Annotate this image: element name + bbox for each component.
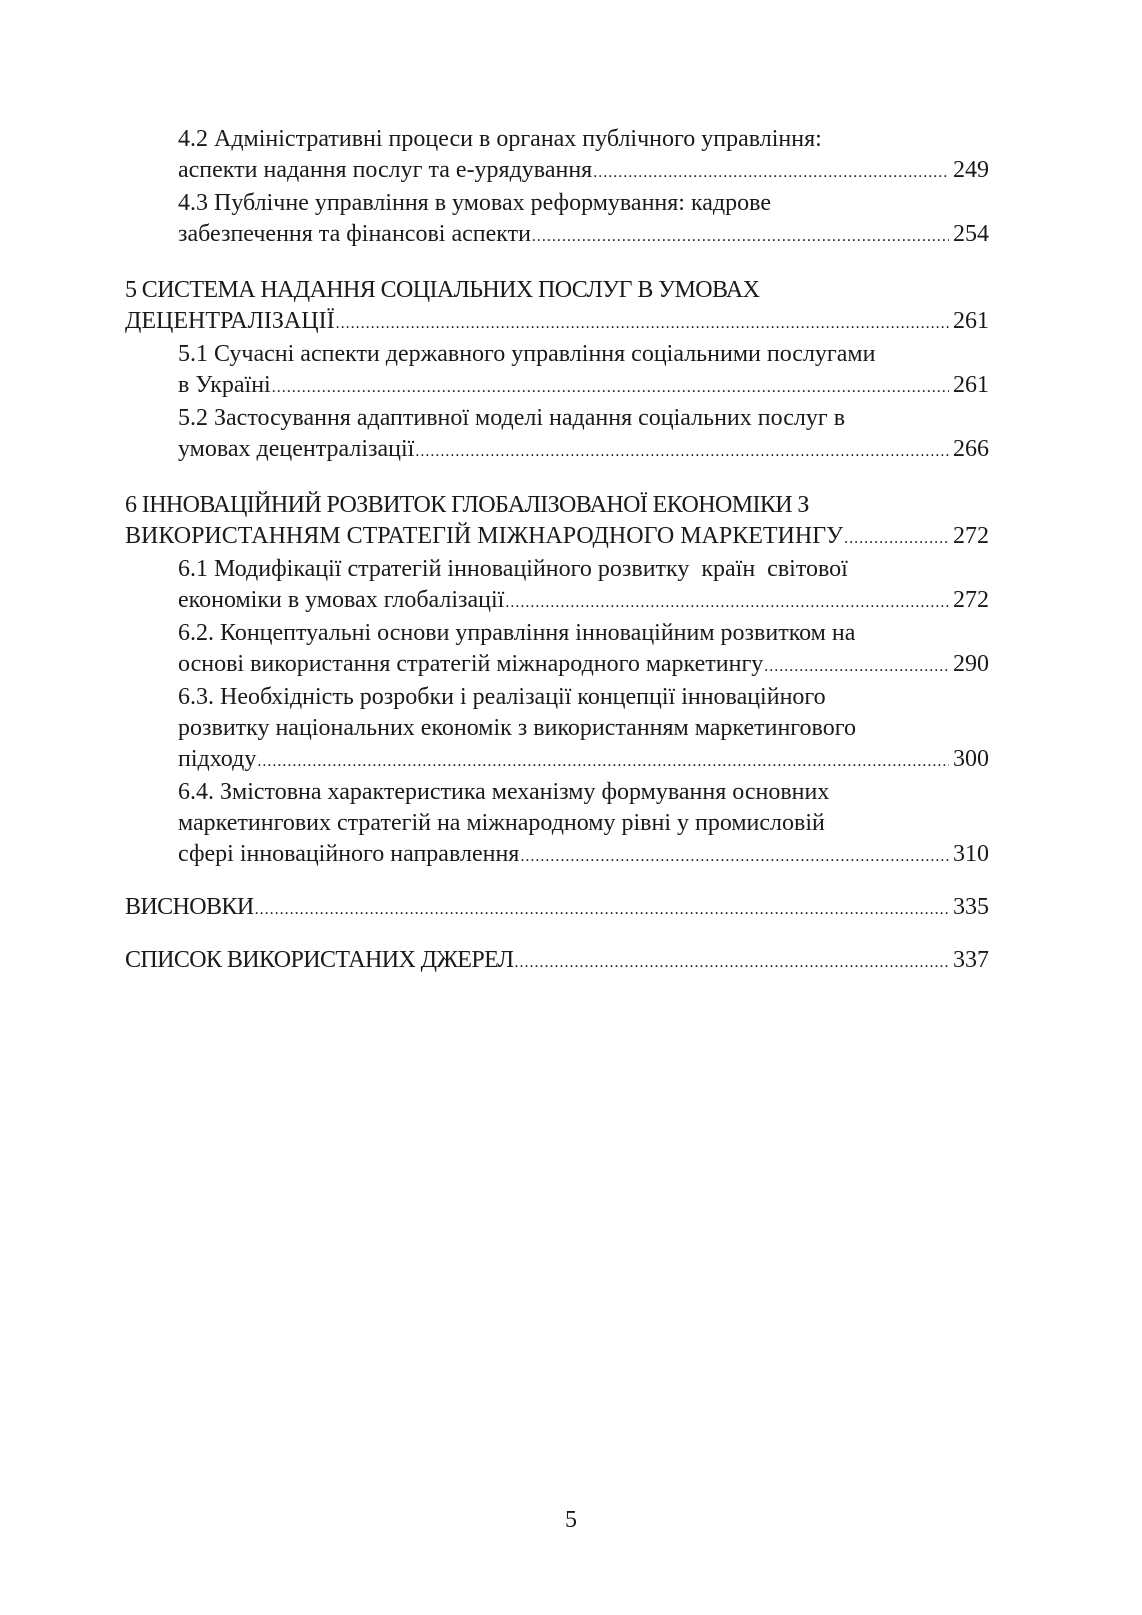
dot-leader <box>257 746 949 777</box>
toc-page-number: 266 <box>953 436 989 462</box>
toc-entry-title: 6 ІННОВАЦІЙНИЙ РОЗВИТОК ГЛОБАЛІЗОВАНОЇ ЕКОНОМІКИ З <box>125 492 809 518</box>
toc-entry-last-line <box>125 306 989 339</box>
toc-entry-last-line <box>178 434 989 467</box>
toc-entry-last-line <box>178 219 989 252</box>
toc-entry-last-line <box>178 649 989 682</box>
toc-page-number: 290 <box>953 651 989 677</box>
dot-leader <box>515 947 950 978</box>
toc-entry-title: 4.3 Публічне управління в умовах реформування: кадрове <box>178 190 771 216</box>
toc-entry-6-3[interactable] <box>125 682 989 777</box>
toc-entry-last-line <box>178 585 989 618</box>
toc-entry-title: 6.1 Модифікації стратегій інноваційного розвитку країн світової <box>178 556 848 582</box>
dot-leader <box>415 436 949 467</box>
toc-page-number: 272 <box>953 587 989 613</box>
toc-entry-last-line <box>125 892 989 925</box>
toc-entry-title: 6.2. Концептуальні основи управління інноваційним розвитком на <box>178 620 856 646</box>
toc-page-number: 261 <box>953 372 989 398</box>
dot-leader <box>272 372 949 403</box>
toc-entry-title-end: забезпечення та фінансові аспекти <box>178 221 531 247</box>
toc-entry-last-line <box>178 370 989 403</box>
toc-page-number: 310 <box>953 841 989 867</box>
toc-page-number: 337 <box>953 947 989 973</box>
dot-leader <box>593 157 949 188</box>
toc-entry-title: 6.3. Необхідність розробки і реалізації концепції інноваційного <box>178 684 826 710</box>
toc-entry-6-1[interactable] <box>125 554 989 618</box>
toc-entry-last-line <box>125 521 989 554</box>
dot-leader <box>844 523 949 554</box>
page-number: 5 <box>565 1507 577 1533</box>
toc-entry-chapter-5[interactable] <box>125 275 989 339</box>
toc-entry-title-end: підходу <box>178 746 257 772</box>
toc-entry-last-line <box>178 155 989 188</box>
toc-entry-title: 5.2 Застосування адаптивної моделі надання соціальних послуг в <box>178 405 846 431</box>
toc-entry-5-1[interactable] <box>125 339 989 403</box>
toc-entry-title-end: ВИКОРИСТАННЯМ СТРАТЕГІЙ МІЖНАРОДНОГО МАРКЕТИНГУ <box>125 523 844 549</box>
toc-entry-4-3[interactable] <box>125 188 989 252</box>
toc-entry-chapter-6[interactable] <box>125 490 989 554</box>
toc-page-number: 272 <box>953 523 989 549</box>
dot-leader <box>505 587 949 618</box>
toc-page-number: 261 <box>953 308 989 334</box>
toc-entry-references[interactable] <box>125 945 989 978</box>
toc-entry-4-2[interactable] <box>125 124 989 188</box>
toc-page-number: 249 <box>953 157 989 183</box>
toc-entry-6-2[interactable] <box>125 618 989 682</box>
toc-page-number: 335 <box>953 894 989 920</box>
dot-leader <box>255 894 949 925</box>
toc-entry-title: маркетингових стратегій на міжнародному рівні у промисловій <box>178 810 825 836</box>
toc-entry-title-end: основі використання стратегій міжнародного маркетингу <box>178 651 764 677</box>
toc-entry-last-line <box>125 945 989 978</box>
toc-entry-title-end: ВИСНОВКИ <box>125 894 254 920</box>
dot-leader <box>336 308 949 339</box>
toc-entry-6-4[interactable] <box>125 777 989 872</box>
dot-leader <box>764 651 949 682</box>
toc-entry-title-end: економіки в умовах глобалізації <box>178 587 505 613</box>
toc-entry-last-line <box>178 839 989 872</box>
toc-entry-title-end: СПИСОК ВИКОРИСТАНИХ ДЖЕРЕЛ <box>125 947 514 973</box>
toc-page-number: 254 <box>953 221 989 247</box>
toc-page-number: 300 <box>953 746 989 772</box>
toc-entry-5-2[interactable] <box>125 403 989 467</box>
toc-entry-conclusions[interactable] <box>125 892 989 925</box>
toc-entry-title-end: умовах децентралізації <box>178 436 415 462</box>
toc-entry-title: 5.1 Сучасні аспекти державного управління соціальними послугами <box>178 341 876 367</box>
toc-entry-title: 5 СИСТЕМА НАДАННЯ СОЦІАЛЬНИХ ПОСЛУГ В УМОВАХ <box>125 277 760 303</box>
toc-entry-last-line <box>178 744 989 777</box>
dot-leader <box>532 221 949 252</box>
toc-entry-title-end: ДЕЦЕНТРАЛІЗАЦІЇ <box>125 308 335 334</box>
table-of-contents <box>125 124 989 978</box>
toc-entry-title: 4.2 Адміністративні процеси в органах публічного управління: <box>178 126 822 152</box>
toc-entry-title-end: в Україні <box>178 372 271 398</box>
toc-entry-title-end: сфері інноваційного направлення <box>178 841 520 867</box>
toc-entry-title: 6.4. Змістовна характеристика механізму формування основних <box>178 779 830 805</box>
toc-entry-title: розвитку національних економік з використанням маркетингового <box>178 715 856 741</box>
dot-leader <box>520 841 949 872</box>
toc-entry-title-end: аспекти надання послуг та е-урядування <box>178 157 593 183</box>
